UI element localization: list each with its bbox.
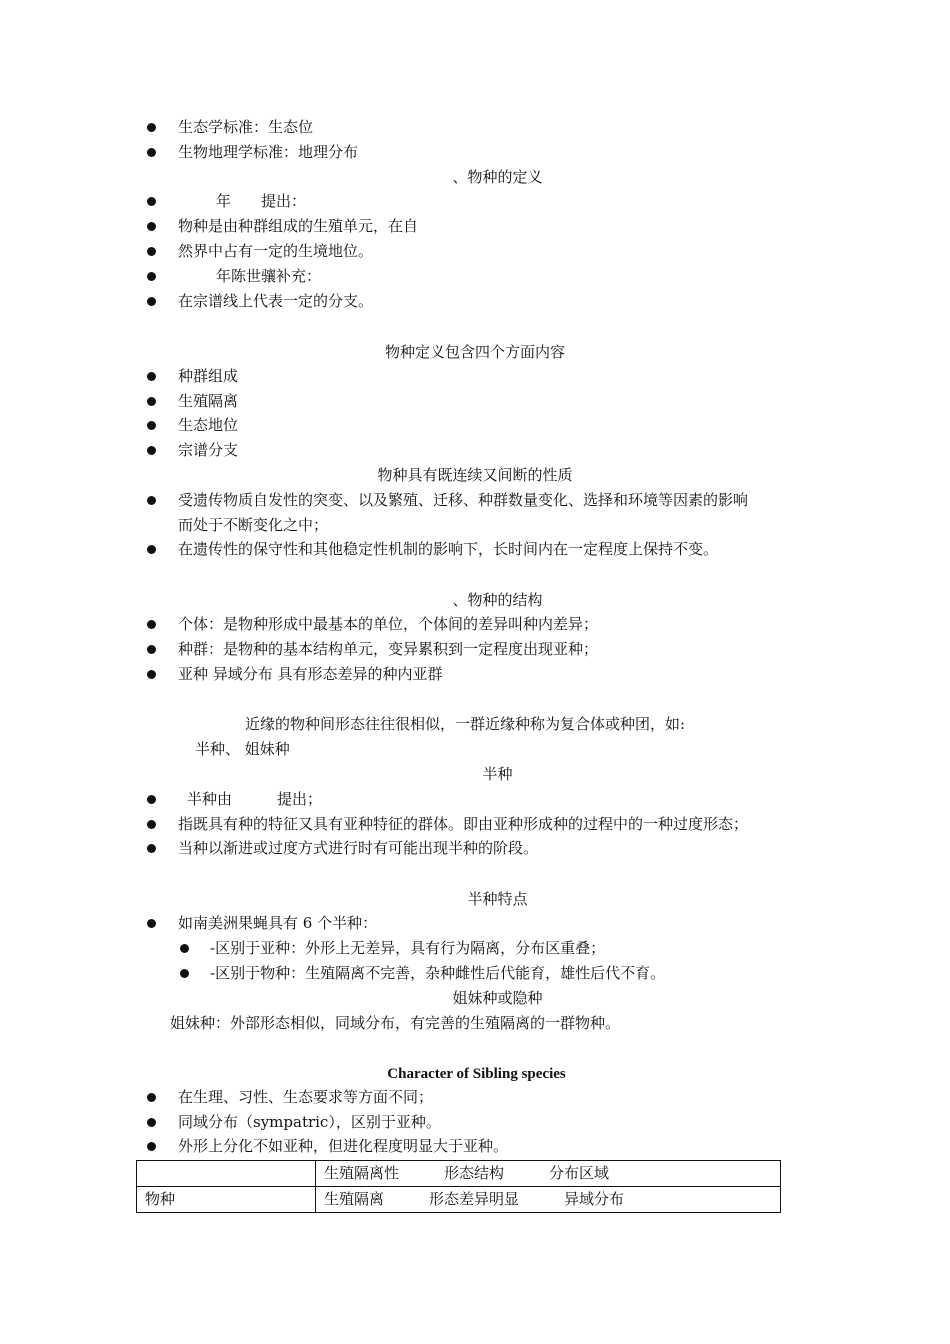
list-item <box>0 836 950 861</box>
list-item-text: 个体：是物种形成中最基本的单位，个体间的差异叫种内差异； <box>178 615 599 633</box>
bullet-icon <box>147 820 156 829</box>
bullet-icon <box>147 446 156 455</box>
list-item-text: 当种以渐进或过度方式进行时有可能出现半种的阶段。 <box>178 839 539 857</box>
list-item-text: 受遗传物质自发性的突变、以及繁殖、迁移、种群数量变化、选择和环境等因素的影响 <box>178 491 749 509</box>
list-item <box>0 438 950 463</box>
list-item-text: -区别于亚种：外形上无差异，具有行为隔离，分布区重叠； <box>210 939 606 957</box>
list-item-text: 指既具有种的特征又具有亚种特征的群体。即由亚种形成种的过程中的一种过度形态； <box>178 815 749 833</box>
paragraph-text: 半种、 姐妹种 <box>195 740 290 758</box>
bullet-icon <box>147 496 156 505</box>
list-item-continuation <box>0 513 950 538</box>
list-item-text: 生态地位 <box>178 416 239 434</box>
table-header-row <box>137 1161 781 1187</box>
list-item <box>0 289 950 314</box>
bullet-icon <box>147 222 156 231</box>
bullet-icon <box>180 944 189 953</box>
bullet-icon <box>147 1093 156 1102</box>
bullet-icon <box>147 670 156 679</box>
section-heading: 半种特点 <box>467 890 528 908</box>
bullet-icon <box>147 1118 156 1127</box>
list-item <box>0 115 950 140</box>
bullet-icon <box>147 620 156 629</box>
list-item-text: 年陈世骧补充： <box>216 267 322 285</box>
list-item <box>0 488 950 513</box>
bullet-icon <box>147 297 156 306</box>
list-item <box>0 1110 950 1135</box>
paragraph <box>0 737 950 762</box>
bullet-icon <box>147 272 156 281</box>
list-item-text: 生殖隔离 <box>178 392 239 410</box>
list-item <box>0 239 950 264</box>
bullet-icon <box>180 969 189 978</box>
paragraph <box>0 712 950 737</box>
table-cell: 生殖隔离性 形态结构 分布区域 <box>316 1161 781 1187</box>
list-item <box>0 140 950 165</box>
list-item-text: 宗谱分支 <box>178 441 239 459</box>
list-item-text: 在遗传性的保守性和其他稳定性机制的影响下，长时间内在一定程度上保持不变。 <box>178 540 719 558</box>
list-item <box>0 189 950 214</box>
list-item <box>0 812 950 837</box>
list-item-text: 年 提出： <box>216 192 307 210</box>
list-item <box>0 787 950 812</box>
section-heading: 半种 <box>482 765 513 783</box>
bullet-icon <box>147 545 156 554</box>
list-item-text: 生态学标准：生态位 <box>178 118 314 136</box>
bullet-icon <box>147 844 156 853</box>
sub-list-item <box>0 961 950 986</box>
list-item <box>0 364 950 389</box>
paragraph-text: 姐妹种：外部形态相似，同域分布，有完善的生殖隔离的一群物种。 <box>170 1014 621 1032</box>
list-item-text: 物种是由种群组成的生殖单元，在自 <box>178 217 419 235</box>
section-heading: Character of Sibling species <box>387 1066 566 1082</box>
bullet-icon <box>147 372 156 381</box>
bullet-icon <box>147 247 156 256</box>
list-item <box>0 612 950 637</box>
list-item-text: 在生理、习性、生态要求等方面不同； <box>178 1088 434 1106</box>
list-item-text: 半种由 提出； <box>187 790 323 808</box>
list-item-text: 生物地理学标准：地理分布 <box>178 143 359 161</box>
bullet-icon <box>147 397 156 406</box>
bullet-icon <box>147 795 156 804</box>
table-cell <box>137 1161 316 1187</box>
section-heading: 、物种的定义 <box>452 168 543 186</box>
list-item <box>0 537 950 562</box>
section-heading: 、物种的结构 <box>452 591 543 609</box>
list-item <box>0 1134 950 1159</box>
bullet-icon <box>147 123 156 132</box>
list-item <box>0 662 950 687</box>
bullet-icon <box>147 919 156 928</box>
table-cell: 物种 <box>137 1187 316 1213</box>
comparison-table <box>136 1160 781 1213</box>
table-row <box>137 1187 781 1213</box>
bullet-icon <box>147 645 156 654</box>
paragraph-text: 近缘的物种间形态往往很相似，一群近缘种称为复合体或种团，如: <box>245 715 686 733</box>
section-heading: 姐妹种或隐种 <box>452 989 543 1007</box>
bullet-icon <box>147 148 156 157</box>
section-heading: 物种具有既连续又间断的性质 <box>377 466 573 484</box>
bullet-icon <box>147 1142 156 1151</box>
list-item-text: 在宗谱线上代表一定的分支。 <box>178 292 374 310</box>
list-item-text: 亚种 异域分布 具有形态差异的种内亚群 <box>178 665 443 683</box>
sub-list-item <box>0 936 950 961</box>
section-heading: 物种定义包含四个方面内容 <box>384 343 565 361</box>
list-item <box>0 911 950 936</box>
table-cell: 生殖隔离 形态差异明显 异域分布 <box>316 1187 781 1213</box>
list-item-text: 而处于不断变化之中； <box>178 516 329 534</box>
list-item <box>0 637 950 662</box>
paragraph <box>0 1011 950 1036</box>
list-item <box>0 214 950 239</box>
list-item-text: 同域分布（sympatric），区别于亚种。 <box>178 1113 441 1131</box>
list-item <box>0 1085 950 1110</box>
list-item-text: 如南美洲果蝇具有 6 个半种： <box>178 914 378 932</box>
list-item-text: 外形上分化不如亚种，但进化程度明显大于亚种。 <box>178 1137 509 1155</box>
bullet-icon <box>147 421 156 430</box>
list-item-text: -区别于物种：生殖隔离不完善，杂种雌性后代能育，雄性后代不育。 <box>210 964 666 982</box>
list-item <box>0 413 950 438</box>
list-item-text: 种群组成 <box>178 367 239 385</box>
list-item-text: 然界中占有一定的生境地位。 <box>178 242 374 260</box>
list-item <box>0 389 950 414</box>
bullet-icon <box>147 197 156 206</box>
list-item-text: 种群：是物种的基本结构单元，变异累积到一定程度出现亚种； <box>178 640 599 658</box>
list-item <box>0 264 950 289</box>
